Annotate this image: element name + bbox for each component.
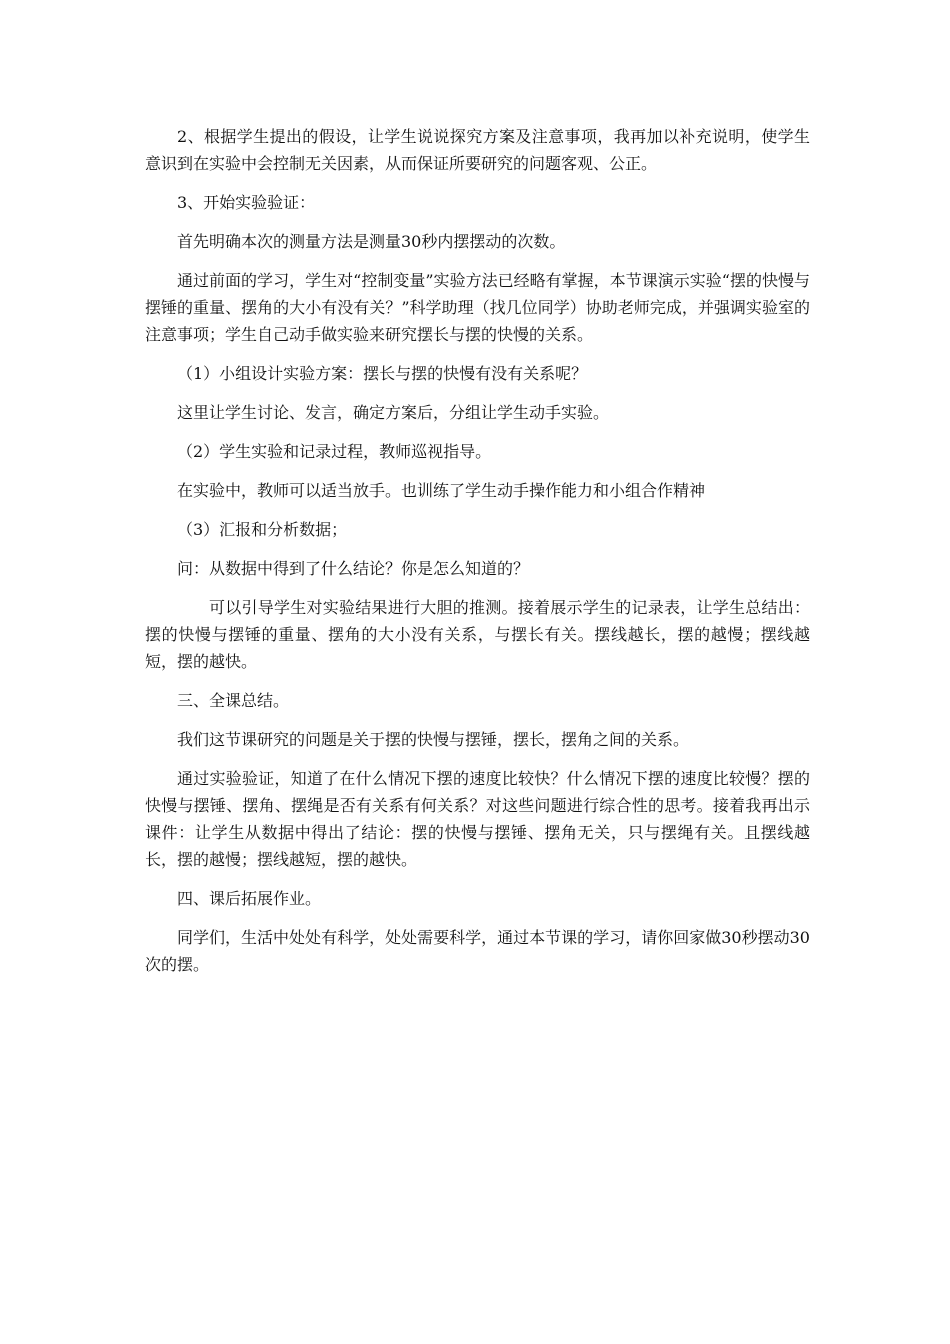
paragraph-start-verification: 3、开始实验验证： bbox=[177, 193, 316, 212]
section-heading-homework: 四、课后拓展作业。 bbox=[177, 889, 322, 908]
paragraph-summary-detail: 通过实验验证，知道了在什么情况下摆的速度比较快？什么情况下摆的速度比较慢？摆的快慢与摆锤、摆角、摆绳是否有关系有何关系？对这些问题进行综合性的思考。接着我再出示课件：让学生从数据中得出了结论：摆的快慢与摆锤、摆角无关，只与摆绳有关。且摆线越长，摆的越慢；摆线越短，摆的越快。 bbox=[145, 769, 810, 869]
paragraph-teacher-role: 在实验中，教师可以适当放手。也训练了学生动手操作能力和小组合作精神 bbox=[177, 481, 706, 500]
paragraph-discussion: 这里让学生讨论、发言，确定方案后，分组让学生动手实验。 bbox=[177, 403, 610, 422]
paragraph-hypothesis-plan: 2、根据学生提出的假设，让学生说说探究方案及注意事项，我再加以补充说明，使学生意识到在实验中会控制无关因素，从而保证所要研究的问题客观、公正。 bbox=[145, 127, 810, 173]
paragraph-step-2: （2）学生实验和记录过程，教师巡视指导。 bbox=[177, 442, 492, 461]
document-page bbox=[145, 123, 810, 990]
paragraph-homework: 同学们，生活中处处有科学，处处需要科学，通过本节课的学习，请你回家做30秒摆动30次的摆。 bbox=[145, 928, 810, 974]
section-heading-summary: 三、全课总结。 bbox=[177, 691, 290, 710]
paragraph-step-1: （1）小组设计实验方案：摆长与摆的快慢有没有关系呢？ bbox=[177, 364, 588, 383]
paragraph-question: 问：从数据中得到了什么结论？你是怎么知道的？ bbox=[177, 559, 530, 578]
paragraph-summary-topic: 我们这节课研究的问题是关于摆的快慢与摆锤，摆长，摆角之间的关系。 bbox=[177, 730, 690, 749]
paragraph-control-variables: 通过前面的学习，学生对“控制变量”实验方法已经略有掌握，本节课演示实验“摆的快慢与摆锤的重量、摆角的大小有没有关？”科学助理（找几位同学）协助老师完成，并强调实验室的注意事项；学生自己动手做实验来研究摆长与摆的快慢的关系。 bbox=[145, 271, 810, 344]
paragraph-conclusion: 可以引导学生对实验结果进行大胆的推测。接着展示学生的记录表，让学生总结出：摆的快慢与摆锤的重量、摆角的大小没有关系，与摆长有关。摆线越长，摆的越慢；摆线越短，摆的越快。 bbox=[145, 598, 810, 671]
paragraph-measurement-method: 首先明确本次的测量方法是测量30秒内摆摆动的次数。 bbox=[177, 232, 566, 251]
paragraph-step-3: （3）汇报和分析数据； bbox=[177, 520, 348, 539]
